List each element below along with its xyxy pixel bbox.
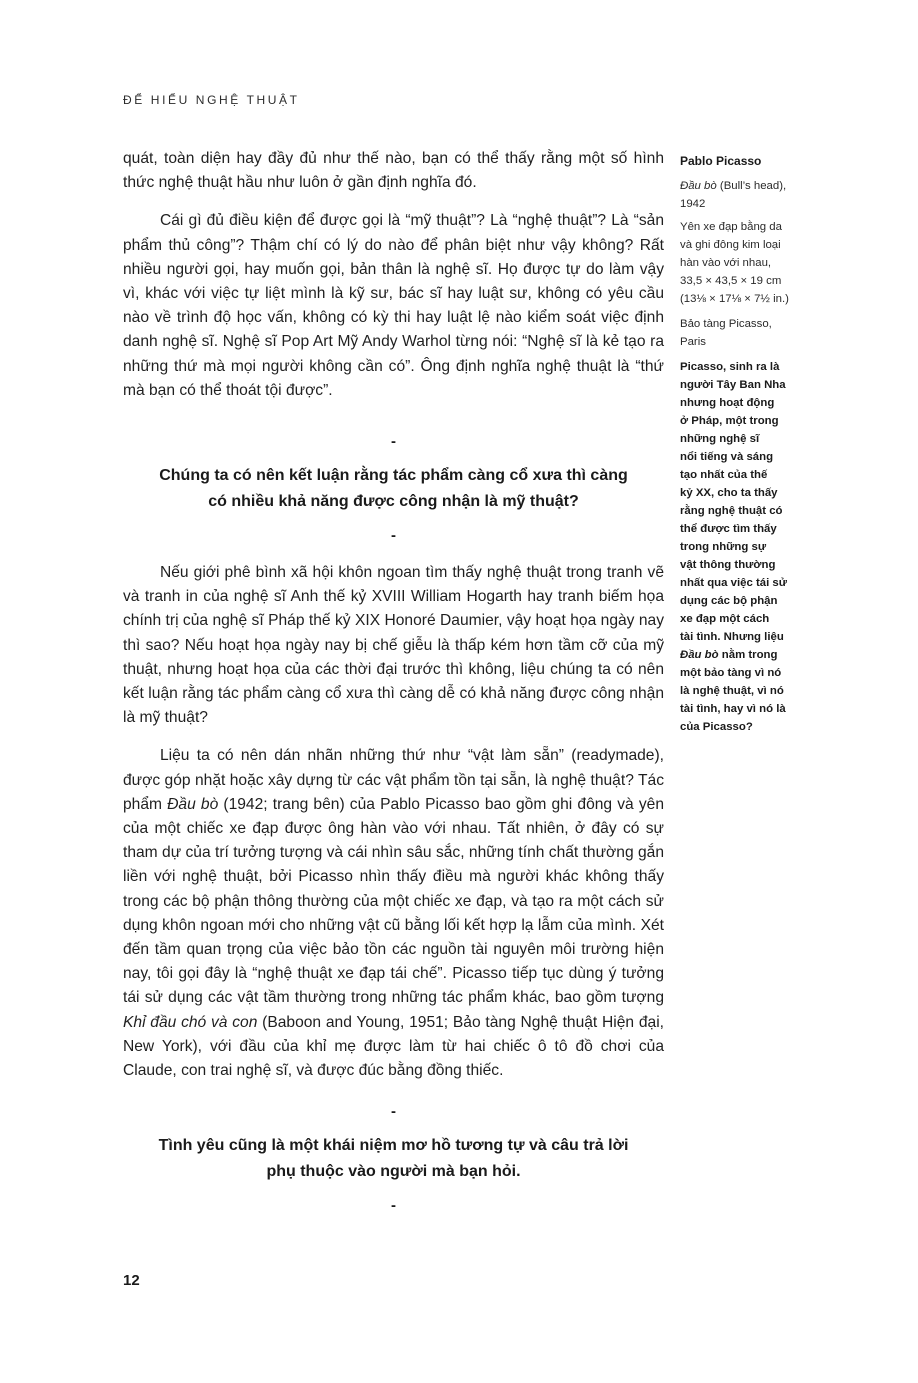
section-divider-1: - — [391, 433, 396, 451]
heading-2-line-1: Tình yêu cũng là một khái niệm mơ hồ tương tự và câu trả lời — [158, 1137, 629, 1155]
caption-line: những nghệ sĩ — [680, 433, 760, 445]
sidebar-title-italic: Đầu bò — [680, 180, 717, 192]
section-heading-2 — [123, 1133, 664, 1185]
caption-line: rằng nghệ thuật có — [680, 505, 783, 517]
caption-line: xe đạp một cách — [680, 613, 770, 625]
section-divider-4: - — [391, 1197, 396, 1215]
sidebar-artist: Pablo Picasso — [680, 154, 762, 168]
sidebar-dimensions-in: (13⅛ × 17⅛ × 7½ in.) — [680, 293, 789, 305]
paragraph-2: Cái gì đủ điều kiện để được gọi là “mỹ thuật”? Là “nghệ thuật”? Là “sản phẩm thủ công”? Thậm chí có lý do nào để phân biệt như vậy không? Rất nhiều người gọi, hay muốn gọi, bản thân là nghệ sĩ. Họ được tự do làm vậy vì, khác với việc tự liệt mình là kỹ sư, bác sĩ hay luật sư, không có yêu cầu nào về trình độ học vấn, không có kỳ thi hay luật lệ nào kiểm soát việc định danh nghệ sĩ. Nghệ sĩ Pop Art Mỹ Andy Warhol từng nói: “Nghệ sĩ là kẻ tạo ra những thứ mà mọi người không cần có”. Ông định nghĩa nghệ thuật là “thứ mà bạn có thể thoát tội được”. — [123, 212, 664, 399]
section-heading-1 — [123, 463, 664, 515]
paragraph-3: Nếu giới phê bình xã hội khôn ngoan tìm thấy nghệ thuật trong tranh vẽ và tranh in của nghệ sĩ Anh thế kỷ XVIII William Hogarth hay tranh biếm họa chính trị của nghệ sĩ Pháp thế kỷ XIX Honoré Daumier, vậy hoạt họa ngày nay thì sao? Nếu hoạt họa ngày nay bị chế giễu là thấp kém hơn tầm cỡ của mỹ thuật, nhưng hoạt họa của các thời đại trước thì không, liệu chúng ta có nên kết luận rằng tác phẩm càng cổ xưa thì càng dễ có khả năng được công nhận là mỹ thuật? — [123, 564, 664, 727]
sidebar-dimensions-cm: 33,5 × 43,5 × 19 cm — [680, 275, 782, 287]
section-divider-3: - — [391, 1103, 396, 1121]
caption-line: dụng các bộ phận — [680, 595, 778, 607]
sidebar-caption-text — [680, 358, 808, 736]
sidebar-caption — [680, 152, 808, 736]
caption-line: nhất qua việc tái sử — [680, 577, 787, 589]
caption-artwork-rest: nằm trong — [718, 649, 778, 661]
paragraph-4 — [123, 744, 664, 1083]
sidebar-location-line: Bảo tàng Picasso, — [680, 318, 772, 330]
caption-line: là nghệ thuật, vì nó — [680, 685, 784, 697]
sidebar-medium — [680, 218, 808, 308]
sidebar-location — [680, 315, 808, 351]
caption-line-artwork — [680, 646, 808, 664]
caption-line: tạo nhất của thế — [680, 469, 768, 481]
main-text-column — [123, 147, 664, 1215]
caption-line: Picasso, sinh ra là — [680, 361, 780, 373]
caption-line: của Picasso? — [680, 721, 753, 733]
caption-line: người Tây Ban Nha — [680, 379, 786, 391]
caption-line: nhưng hoạt động — [680, 397, 775, 409]
heading-2-line-2: phụ thuộc vào người mà bạn hỏi. — [266, 1163, 521, 1181]
caption-line: tài tình. Nhưng liệu — [680, 631, 784, 643]
caption-line: kỷ XX, cho ta thấy — [680, 487, 778, 499]
artwork-title-bulls-head: Đầu bò — [167, 795, 219, 813]
caption-line: một bảo tàng vì nó — [680, 667, 782, 679]
sidebar-title-rest: (Bull’s head), — [716, 180, 787, 192]
sidebar-year: 1942 — [680, 198, 706, 210]
caption-line: vật thông thường — [680, 559, 776, 571]
artwork-title-baboon: Khỉ đầu chó và con — [123, 1013, 258, 1031]
sidebar-artwork-title — [680, 177, 808, 213]
paragraph-4-part-c: (1942; trang bên) của Pablo Picasso bao gồm ghi đông và yên của một chiếc xe đạp được ông hàn vào với nhau. Tất nhiên, ở đây có sự tham dự của trí tưởng tượng và cái nhìn sâu sắc, những tính chất thường gắn liền với nghệ thuật, bởi Picasso nhìn thấy điều mà người khác không thấy trong các bộ phận thông thường của một chiếc xe đạp, và tạo ra một cách sử dụng khôn ngoan mới cho những vật cũ bằng lối kết hợp lạ lẫm của mình. Xét đến tầm quan trọng của việc bảo tồn các nguồn tài nguyên môi trường hiện nay, tôi gọi đây là “nghệ thuật xe đạp tái chế”. Picasso tiếp tục dùng ý tưởng tái sử dụng các vật tầm thường trong những tác phẩm khác, bao gồm tượng — [123, 795, 664, 1007]
caption-line: thể được tìm thấy — [680, 523, 777, 535]
caption-line: nổi tiếng và sáng — [680, 451, 774, 463]
sidebar-medium-line: và ghi đông kim loại — [680, 239, 781, 251]
sidebar-medium-line: hàn vào với nhau, — [680, 257, 772, 269]
paragraph-1: quát, toàn diện hay đầy đủ như thế nào, bạn có thể thấy rằng một số hình thức nghệ thuật hầu như luôn ở gần định nghĩa đó. — [123, 150, 664, 192]
caption-artwork-title: Đầu bò — [680, 649, 719, 661]
sidebar-location-line: Paris — [680, 336, 706, 348]
heading-1-line-2: có nhiều khả năng được công nhận là mỹ thuật? — [208, 493, 579, 511]
paragraph-4-part-a: Liệu ta có nên dán nhãn những thứ như “vật làm sẵn” (readymade), được góp nhặt hoặc xây dựng từ các vật phẩm tồn tại sẵn, là nghệ thuật? Tác phẩm — [123, 747, 664, 813]
paragraph-4-part-e: (Baboon and Young, 1951; Bảo tàng Nghệ thuật Hiện đại, New York), với đầu của khỉ mẹ được làm từ hai chiếc ô tô đồ chơi của Claude, con trai nghệ sĩ, và được đúc bằng đồng thiếc. — [123, 1013, 664, 1080]
caption-line: trong những sự — [680, 541, 767, 553]
running-header: ĐỂ HIỂU NGHỆ THUẬT — [123, 93, 300, 107]
caption-line: ở Pháp, một trong — [680, 415, 779, 427]
page-number: 12 — [123, 1272, 140, 1289]
sidebar-medium-line: Yên xe đạp bằng da — [680, 221, 782, 233]
heading-1-line-1: Chúng ta có nên kết luận rằng tác phẩm càng cổ xưa thì càng — [159, 467, 628, 485]
caption-line: tài tình, hay vì nó là — [680, 703, 786, 715]
section-divider-2: - — [391, 527, 396, 545]
